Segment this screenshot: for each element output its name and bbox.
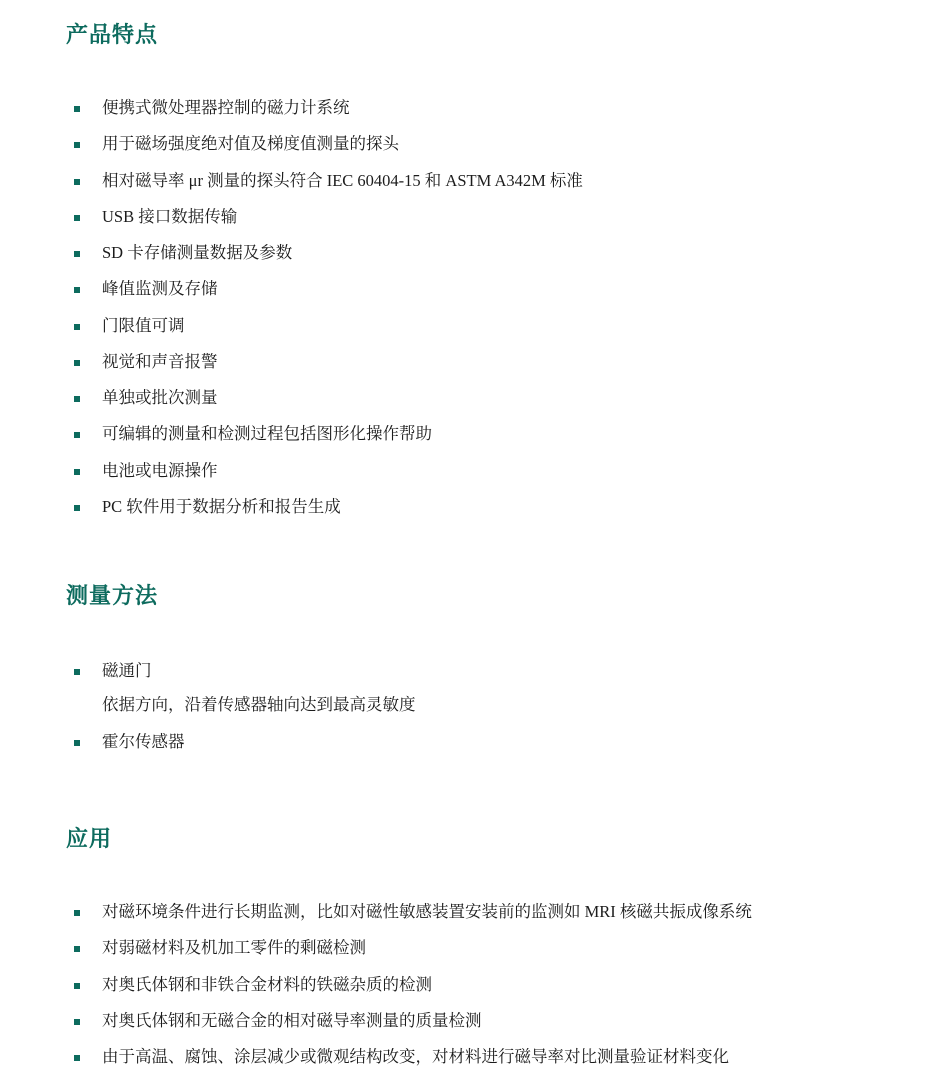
bullet-square-icon	[74, 324, 80, 330]
list-item-text: 门限值可调	[102, 315, 185, 335]
list-item	[0, 731, 950, 753]
list-item-text: 由于高温、腐蚀、涂层减少或微观结构改变，对材料进行磁导率对比测量验证材料变化	[102, 1047, 729, 1067]
list-item-text: 对奥氏体钢和非铁合金材料的铁磁杂质的检测	[102, 974, 432, 994]
bullet-square-icon	[74, 287, 80, 293]
list-item	[0, 1046, 950, 1068]
list-item-text: 对弱磁材料及机加工零件的剩磁检测	[102, 938, 366, 958]
bullet-square-icon	[74, 106, 80, 112]
list-item-text: 相对磁导率 μr 测量的探头符合 IEC 60404-15 和 ASTM A342M 标准	[102, 170, 583, 190]
bullet-square-icon	[74, 1019, 80, 1025]
list-item-text: 可编辑的测量和检测过程包括图形化操作帮助	[102, 424, 432, 444]
section-heading: 应用	[66, 825, 113, 851]
list-item-text: 电池或电源操作	[102, 460, 218, 480]
list-item-text: USB 接口数据传输	[102, 206, 238, 226]
list-item	[0, 660, 950, 717]
bullet-square-icon	[74, 505, 80, 511]
list-item-text: 磁通门	[102, 661, 152, 681]
list-item	[0, 170, 950, 192]
section-heading: 测量方法	[66, 583, 159, 609]
feature-list	[0, 97, 950, 518]
list-item	[0, 351, 950, 373]
list-item-text: 用于磁场强度绝对值及梯度值测量的探头	[102, 134, 399, 154]
list-item	[0, 278, 950, 300]
list-item	[0, 97, 950, 119]
list-item-text: 便携式微处理器控制的磁力计系统	[102, 98, 350, 117]
section-product-features	[0, 0, 950, 518]
bullet-square-icon	[74, 432, 80, 438]
list-item	[0, 974, 950, 996]
bullet-square-icon	[74, 469, 80, 475]
list-item-text: SD 卡存储测量数据及参数	[102, 243, 293, 263]
list-item	[0, 423, 950, 445]
bullet-square-icon	[74, 740, 80, 746]
bullet-square-icon	[74, 179, 80, 185]
bullet-square-icon	[74, 946, 80, 952]
list-item-text: 对磁环境条件进行长期监测，比如对磁性敏感装置安装前的监测如 MRI 核磁共振成像系统	[102, 901, 752, 921]
list-item	[0, 315, 950, 337]
bullet-square-icon	[74, 1055, 80, 1061]
bullet-square-icon	[74, 983, 80, 989]
section-measurement-methods	[0, 532, 950, 753]
bullet-square-icon	[74, 910, 80, 916]
bullet-square-icon	[74, 360, 80, 366]
list-item	[0, 1010, 950, 1032]
bullet-square-icon	[74, 251, 80, 257]
list-item	[0, 242, 950, 264]
bullet-square-icon	[74, 215, 80, 221]
list-item-text: PC 软件用于数据分析和报告生成	[102, 496, 341, 516]
list-item	[0, 937, 950, 959]
bullet-square-icon	[74, 142, 80, 148]
section-heading: 产品特点	[66, 22, 159, 47]
list-item-text: 峰值监测及存储	[102, 279, 218, 299]
method-list	[0, 660, 950, 753]
list-item-text: 单独或批次测量	[102, 388, 218, 408]
list-item	[0, 387, 950, 409]
list-item	[0, 206, 950, 228]
bullet-square-icon	[74, 669, 80, 675]
application-list	[0, 901, 950, 1068]
list-item-text: 视觉和声音报警	[102, 351, 218, 371]
list-item-text: 霍尔传感器	[102, 731, 185, 751]
list-item	[0, 460, 950, 482]
section-applications	[0, 767, 950, 1068]
list-item	[0, 901, 950, 923]
list-item	[0, 496, 950, 518]
bullet-square-icon	[74, 396, 80, 402]
list-item-text: 对奥氏体钢和无磁合金的相对磁导率测量的质量检测	[102, 1010, 482, 1030]
list-item	[0, 133, 950, 155]
list-item-subtext: 依据方向，沿着传感器轴向达到最高灵敏度	[102, 695, 416, 715]
